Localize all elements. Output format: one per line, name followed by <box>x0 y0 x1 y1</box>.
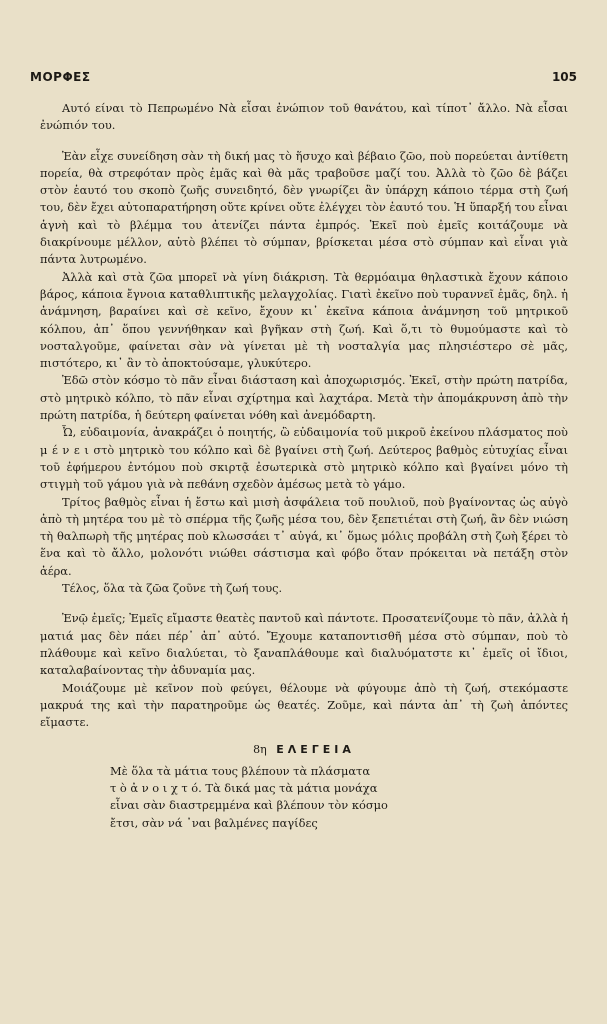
paragraph: Τρίτος βαθμὸς εἶναι ἡ ἔστω καὶ μισὴ ἀσφάλεια τοῦ πουλιοῦ, ποὺ βγαίνοντας ὡς αὐγὸ ἀπὸ τὴ μητέρα του μὲ τὸ σπέρμα τῆς ζωῆς μέσα του, δὲν ξεπετιέται στὴ ζωή, ἂν δὲν νιώση τὴ θαλπωρὴ τῆς μητέρας ποὺ κλωσσάει τ᾿ αὐγά, κι᾿ ὅμως μόλις προβάλη στὴ ζωὴ ξέρει τὸ ἕνα καὶ τὸ ἄλλο, μολονότι νιώθει σάστισμα καὶ φόβο ὅταν πρόκειται νὰ πετάξη στὸν ἀέρα. <box>40 494 568 578</box>
poem-heading <box>40 741 568 758</box>
paragraph: Αυτό είναι τὸ Πεπρωμένο Νὰ εἶσαι ἐνώπιον τοῦ θανάτου, καὶ τίποτ᾿ ἄλλο. Νὰ εἶσαι ἐνώπιόν του. <box>40 101 568 133</box>
paragraph: Ὦ, εὐδαιμονία, ἀνακράζει ὁ ποιητής, ὢ εὐδαιμονία τοῦ μικροῦ ἐκείνου πλάσματος ποὺ μ έ ν ε ι στὸ μητρικὸ του κόλπο καὶ δὲ βγαίνει στὴ ζωή. Δεύτερος βαθμὸς εὐτυχίας εἶναι τοῦ ἐφήμερου ἐντόμου ποὺ σκιρτᾷ ἐσωτερικὰ στὸ μητρικὸ κόλπο καὶ βγαίνει μόνο τὴ στιγμὴ τοῦ γάμου γιὰ νὰ πεθάνη σχεδὸν ἀμέσως μετὰ τὸ γάμο. <box>40 425 568 492</box>
poem-number: 8η <box>253 743 267 757</box>
page-header <box>30 70 577 90</box>
paragraph: Μοιάζουμε μὲ κεῖνον ποὺ φεύγει, θέλουμε νὰ φύγουμε ἀπὸ τὴ ζωή, στεκόμαστε μακρυά της καὶ τὴν παρατηροῦμε ὡς θεατές. Ζοῦμε, καὶ πάντα ἀπ᾿ τὴ ζωὴ ἀπόντες εἴμαστε. <box>40 680 568 730</box>
poem <box>110 763 568 832</box>
paragraph: Ἐδῶ στὸν κόσμο τὸ πᾶν εἶναι διάσταση καὶ ἀποχωρισμός. Ἐκεῖ, στὴν πρώτη πατρίδα, στὸ μητρικὸ κόλπο, τὸ πᾶν εἶναι σχίρτημα καὶ λαχτάρα. Μετὰ τὴν ἀπομάκρυνση ἀπὸ τὴν πρώτη πατρίδα, ἡ δεύτερη φαίνεται νόθη καὶ ἀνεμόδαρτη. <box>40 373 568 423</box>
poem-title: ΕΛΕΓΕΙΑ <box>276 743 355 757</box>
poem-line: Μὲ ὅλα τὰ μάτια τους βλέπουν τὰ πλάσματα <box>110 763 371 778</box>
poem-line: εἶναι σὰν διαστρεμμένα καὶ βλέπουν τὸν κόσμο <box>110 798 388 813</box>
page-body <box>40 100 568 832</box>
paragraph: Τέλος, ὅλα τὰ ζῶα ζοῦνε τὴ ζωή τους. <box>62 581 283 596</box>
paragraph: Ἐὰν εἶχε συνείδηση σὰν τὴ δική μας τὸ ἥσυχο καὶ βέβαιο ζῶο, ποὺ πορεύεται ἀντίθετη πορεία, θὰ στρεφόταν πρὸς ἐμᾶς καὶ θὰ μᾶς τραβοῦσε μαζί του. Ἀλλὰ τὸ ζῶο δὲ βάζει στὸν ἑαυτό του σκοπὸ ζωῆς συνειδητό, δὲν γνωρίζει ἂν ὑπάρχη κάποιο τέρμα στὴ ζωή του, δὲν ἔχει αὐτοπαρατήρηση οὔτε κρίνει οὔτε ἐλέγχει τὸν ἑαυτό του. Ἡ ὕπαρξή του εἶναι ἁγνὴ καὶ τὸ βλέμμα του ἀτενίζει πάντα ἐμπρός. Ἐκεῖ ποὺ ἐμεῖς κοιτάζουμε νὰ διακρίνουμε μέλλον, αὐτὸ βλέπει τὸ σύμπαν, βρίσκεται μέσα στὸ σύμπαν καὶ εἶναι γιὰ πάντα λυτρωμένο. <box>40 148 568 267</box>
running-title: ΜΟΡΦΕΣ <box>30 70 91 84</box>
paragraph: Ἐνῷ ἐμεῖς; Ἐμεῖς εἴμαστε θεατὲς παντοῦ καὶ πάντοτε. Προσατενίζουμε τὸ πᾶν, ἀλλὰ ἡ ματιά μας δὲν πάει πέρ᾿ ἀπ᾿ αὐτό. Ἔχουμε καταποντισθῆ μέσα στὸ σύμπαν, ποὺ τὸ πλάθουμε καὶ κεῖνο διαλύεται, τὸ ξαναπλάθουμε καὶ διαλυόματστε κι᾿ ἐμεῖς οἱ ἴδιοι, καταλαβαίνοντας τὴν ἀδυναμία μας. <box>40 611 568 678</box>
paragraph: Ἀλλὰ καὶ στὰ ζῶα μπορεῖ νὰ γίνη διάκριση. Τὰ θερμόαιμα θηλαστικὰ ἔχουν κάποιο βάρος, κάποια ἔγνοια καταθλιπτικῆς μελαγχολίας. Γιατὶ ἐκεῖνο ποὺ τυραννεῖ ἐμᾶς, δηλ. ἡ ἀνάμνηση, βαραίνει καὶ σὲ κεῖνο, ἔχουν κι᾿ ἐκεῖνα κάποια ἀνάμνηση τοῦ μητρικοῦ κόλπου, ἀπ᾿ ὅπου γεννήθηκαν καὶ βγῆκαν στὴ ζωή. Καὶ ὅ,τι τὸ θυμούμαστε καὶ τὸ νοσταλγοῦμε, φαίνεται σὰν νὰ γίνεται μὲ τὴ νοσταλγία μας πλησιέστερο σὲ μᾶς, πιστότερο, κι᾿ ἂν τὸ ἀποκτούσαμε, γλυκύτερο. <box>40 269 568 371</box>
poem-line: ἔτσι, σὰν νά ᾿ναι βαλμένες παγίδες <box>110 815 318 830</box>
page-number: 105 <box>551 70 577 84</box>
poem-line: τ ὸ ἀ ν ο ι χ τ ό. Τὰ δικά μας τὰ μάτια μονάχα <box>110 780 378 795</box>
